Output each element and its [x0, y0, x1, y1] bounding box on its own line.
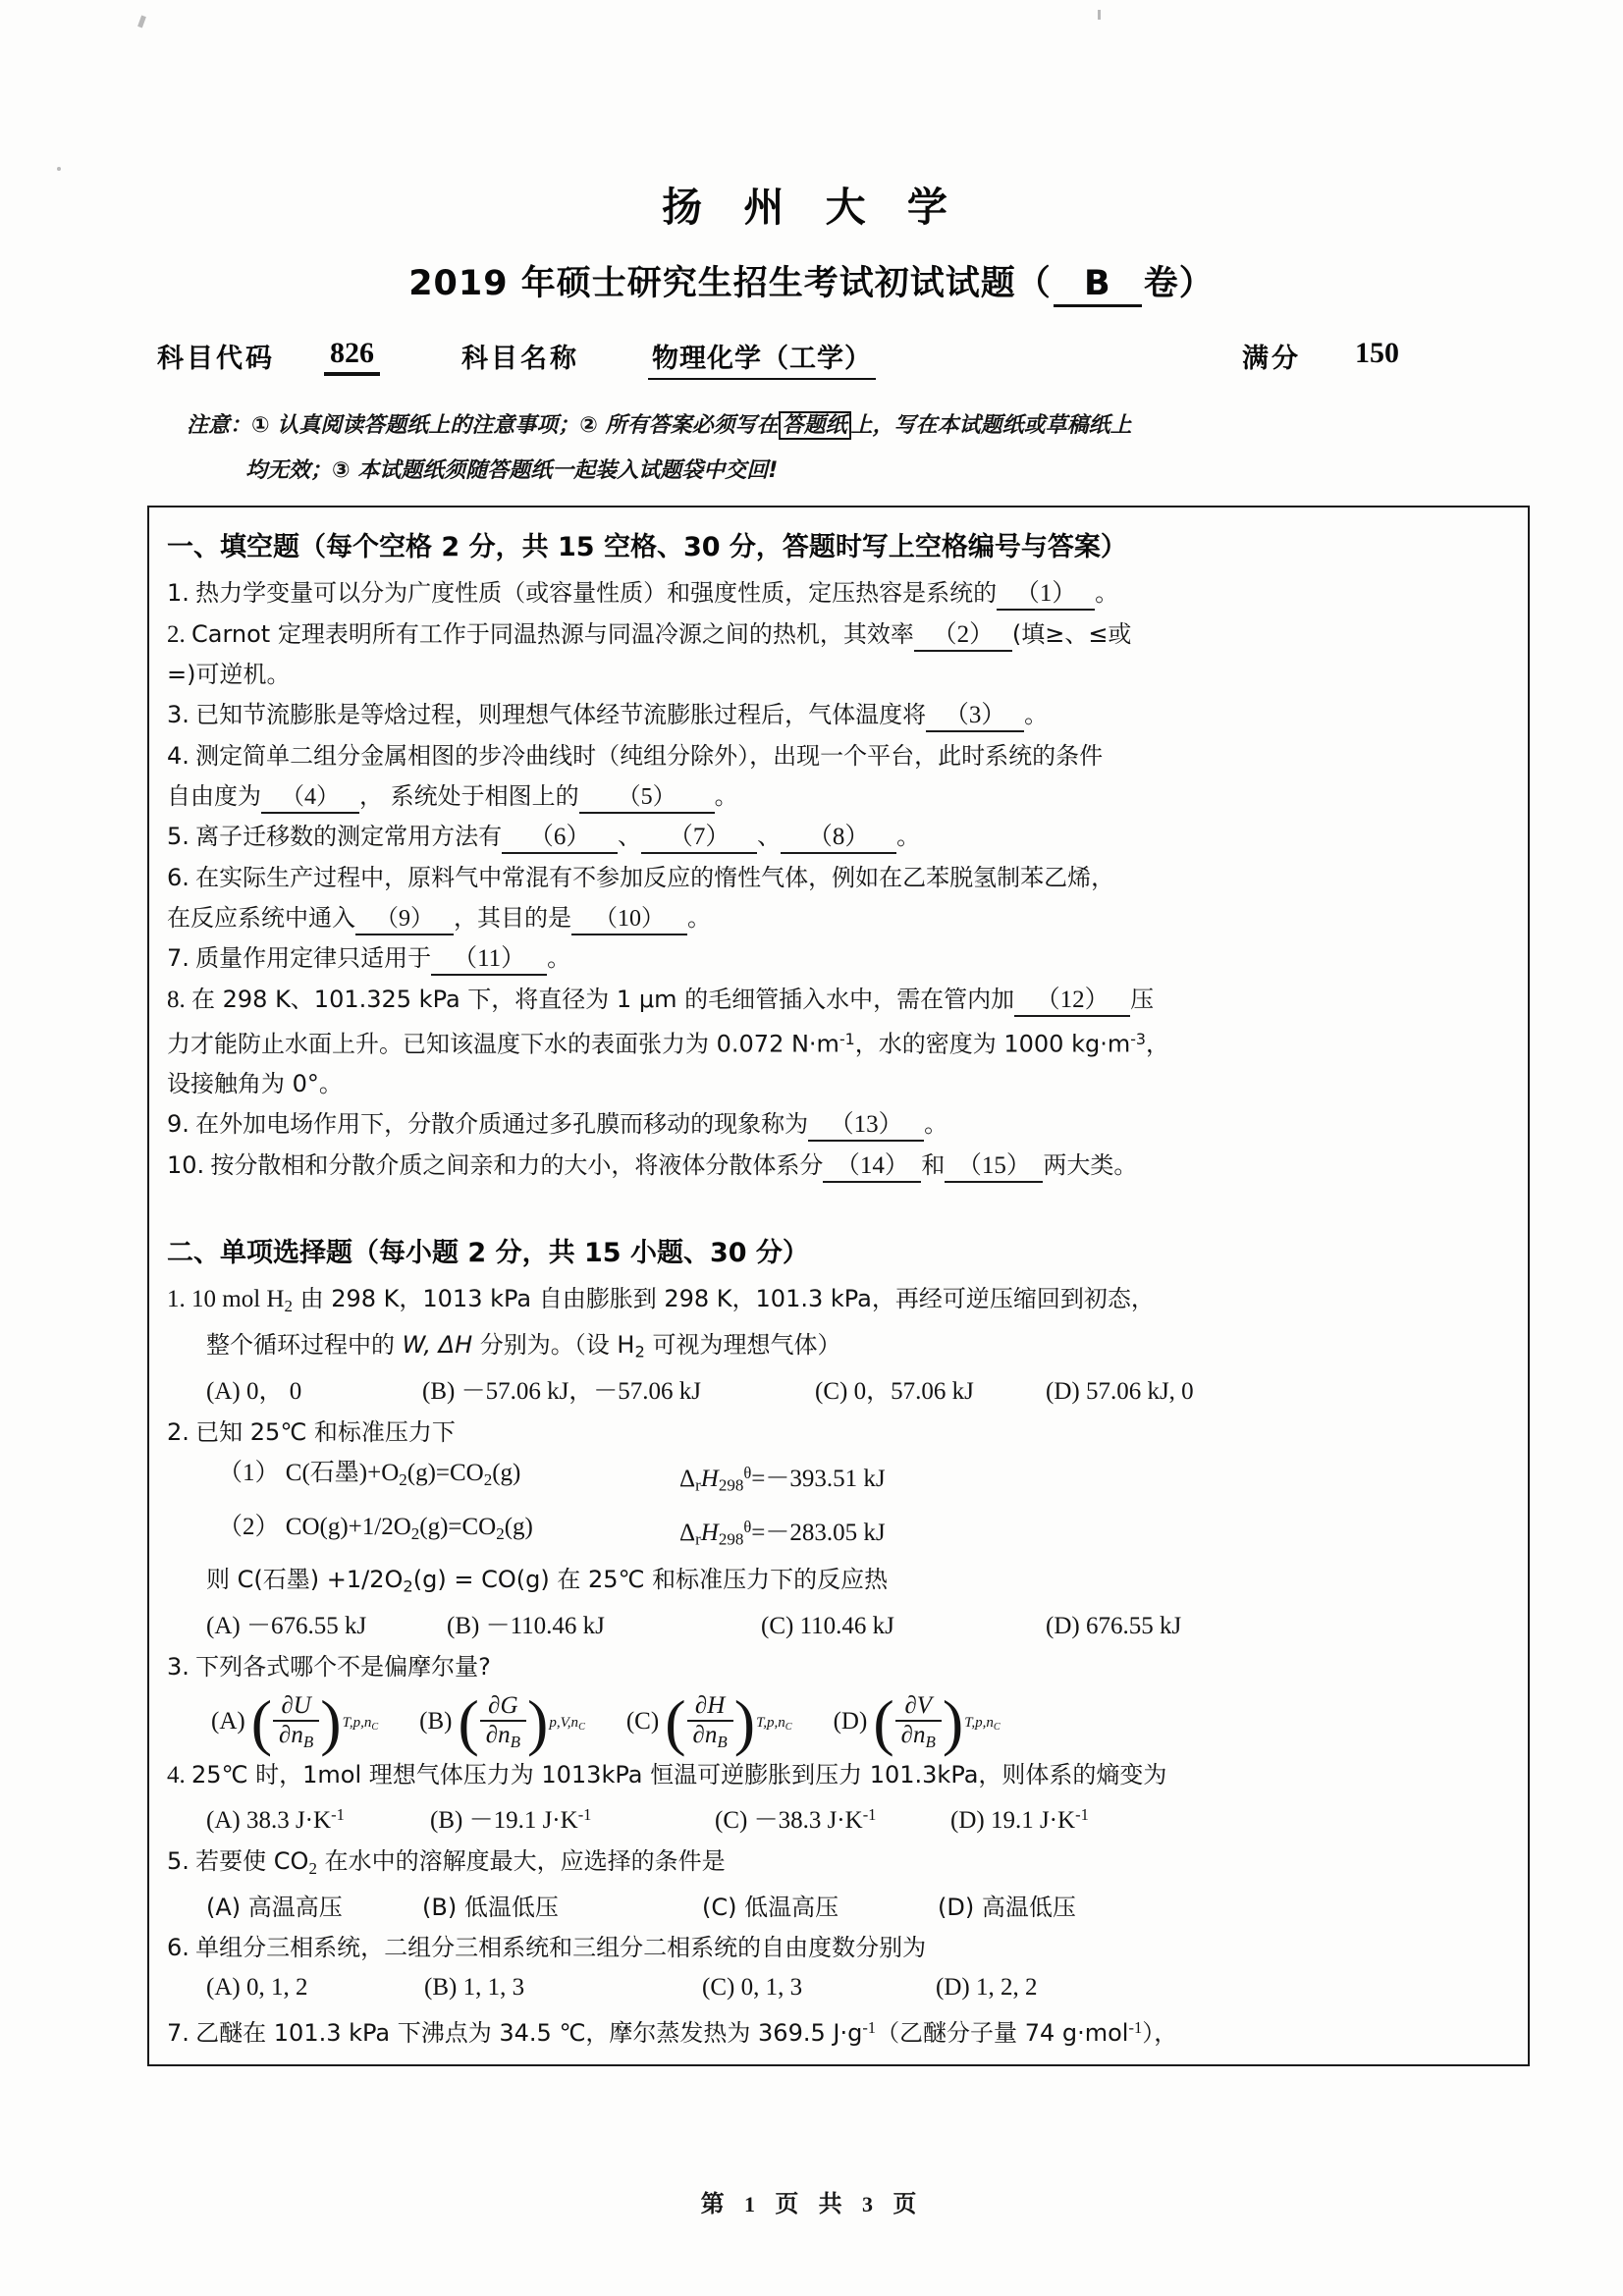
notice-item-2: 均无效；③ 本试题纸须随答题纸一起装入试题袋中交回! — [245, 458, 779, 483]
left-paren-icon: ( — [458, 1686, 479, 1757]
mcq2-conclusion-a: 则 C(石墨) +1/2O — [206, 1566, 404, 1594]
q9-number: 9. — [167, 1109, 189, 1138]
mcq6-option-b[interactable]: (B) 1, 1, 3 — [424, 1974, 525, 2002]
q9-text: 在外加电场作用下，分散介质通过多孔膜而移动的现象称为 — [195, 1109, 809, 1138]
q1-blank-1: （1） — [997, 579, 1095, 611]
mcq3-option-a[interactable] — [211, 1686, 379, 1757]
fill-question-9 — [167, 1104, 1510, 1145]
mcq3-d-subscripts — [964, 1703, 1001, 1751]
mcq3-number: 3. — [167, 1652, 189, 1681]
mcq1-option-b[interactable]: (B) －57.06 kJ，－57.06 kJ — [422, 1377, 702, 1405]
q1-text-end: 。 — [1095, 579, 1119, 607]
q8-line2-c: ， — [1146, 1030, 1170, 1058]
mcq2-enthalpy-symbol: H — [700, 1465, 719, 1492]
mcq4-option-b-text: (B) －19.1 J·K — [430, 1806, 578, 1834]
full-marks-label: 满分 — [1242, 344, 1301, 374]
mcq3-option-d[interactable] — [833, 1686, 1001, 1757]
q6-line2-pre: 在反应系统中通入 — [167, 904, 355, 932]
mcq2-eq2-lhs-c: (g) — [504, 1513, 533, 1540]
mcq2-eq2-label: （2） — [218, 1513, 280, 1540]
mcq5-option-d[interactable]: (D) 高温低压 — [938, 1894, 1076, 1922]
choice-question-1 — [167, 1279, 1510, 1412]
mcq1-option-d[interactable]: (D) 57.06 kJ, 0 — [1046, 1377, 1194, 1405]
mcq3-b-denominator — [480, 1720, 526, 1751]
q6-number: 6. — [167, 864, 189, 891]
subject-code-value: 826 — [324, 337, 380, 376]
q1-text: 热力学变量可以分为广度性质（或容量性质）和强度性质，定压热容是系统的 — [195, 579, 998, 607]
choice-question-5 — [167, 1842, 1510, 1928]
mcq3-stem: 下列各式哪个不是偏摩尔量? — [195, 1652, 491, 1681]
mcq5-option-a[interactable]: (A) 高温高压 — [206, 1894, 343, 1922]
university-title: 扬 州 大 学 — [662, 184, 961, 231]
mcq3-b-den-sub: B — [510, 1732, 521, 1751]
mcq3-option-b-label: (B) — [419, 1708, 453, 1735]
mcq3-option-a-label: (A) — [211, 1708, 245, 1735]
mcq3-a-subs-main: T,p,n — [342, 1714, 372, 1731]
notice-item-1-cont: 上，写在本试题纸或草稿纸上 — [850, 413, 1132, 438]
exam-content-box — [147, 506, 1530, 2066]
mcq3-d-numerator: ∂V — [904, 1691, 933, 1719]
left-paren-icon: ( — [873, 1686, 894, 1757]
mcq4-option-a-sup: -1 — [331, 1804, 345, 1824]
footer-page-number: 1 — [743, 2192, 761, 2216]
mcq2-eq2-lhs-a: CO(g)+1/2O — [285, 1513, 411, 1540]
section-2-heading: 二、单项选择题（每小题 2 分，共 15 小题、30 分） — [167, 1237, 809, 1268]
q5-text: 离子迁移数的测定常用方法有 — [195, 823, 503, 850]
fill-question-1 — [167, 573, 1510, 614]
mcq2-stem: 已知 25℃ 和标准压力下 — [195, 1417, 456, 1446]
q6-line2 — [167, 898, 1510, 937]
mcq3-d-denominator — [895, 1720, 942, 1751]
q6-line2-mid: ，其目的是 — [454, 904, 571, 932]
mcq1-options — [167, 1372, 1510, 1412]
mcq2-eq1-lhs — [218, 1453, 679, 1507]
mcq5-option-b[interactable]: (B) 低温低压 — [422, 1894, 559, 1922]
subject-line — [0, 337, 1623, 380]
mcq1-number: 1. — [167, 1285, 186, 1312]
mcq2-h-sup: θ — [743, 1463, 752, 1482]
q10-text: 按分散相和分散介质之间亲和力的大小，将液体分散体系分 — [210, 1150, 824, 1179]
mcq1-sub-2: 2 — [634, 1342, 645, 1362]
fill-question-5 — [167, 817, 1510, 857]
mcq3-b-subs-sub: C — [578, 1721, 585, 1733]
q8-line2-a: 力才能防止水面上升。已知该温度下水的表面张力为 0.072 N·m — [167, 1030, 839, 1058]
mcq7-sup-1: -1 — [862, 2018, 877, 2038]
q10-blank-14: （14） — [823, 1151, 921, 1183]
mcq3-options — [167, 1686, 1510, 1757]
mcq3-a-subs-sub: C — [371, 1721, 379, 1733]
mcq3-b-fraction — [480, 1693, 526, 1751]
fill-question-4 — [167, 736, 1510, 816]
scan-artifact — [1098, 10, 1101, 20]
subject-name-value: 物理化学（工学） — [648, 337, 876, 380]
q9-text-end: 。 — [924, 1109, 948, 1138]
mcq3-b-numerator: ∂G — [488, 1691, 518, 1719]
subject-name-label: 科目名称 — [461, 344, 579, 374]
mcq1-symbols: W, ΔH — [402, 1331, 473, 1360]
mcq5-option-c[interactable]: (C) 低温高压 — [702, 1894, 839, 1922]
mcq2-h-sub: 298 — [718, 1475, 744, 1495]
mcq4-option-d-sup: -1 — [1075, 1804, 1089, 1824]
mcq4-option-d[interactable] — [950, 1795, 1089, 1841]
mcq7-text-c: ）， — [1142, 2019, 1178, 2048]
mcq1-line2-c: 可视为理想气体） — [644, 1331, 841, 1360]
q6-blank-9: （9） — [355, 904, 454, 935]
q6-text: 在实际生产过程中，原料气中常混有不参加反应的惰性气体，例如在乙苯脱氢制苯乙烯， — [195, 864, 1115, 891]
mcq2-eq1-label: （1） — [218, 1459, 280, 1486]
q2-blank-2: （2） — [914, 620, 1012, 652]
mcq2-eq1-sub-2: 2 — [483, 1469, 493, 1489]
q8-sup-1: -1 — [839, 1030, 855, 1048]
left-paren-icon: ( — [665, 1686, 686, 1757]
q4-blank-4: （4） — [261, 782, 359, 814]
right-paren-icon: ) — [527, 1686, 549, 1757]
mcq2-number: 2. — [167, 1417, 189, 1446]
q8-blank-12: （12） — [1014, 986, 1130, 1017]
mcq2-enthalpy-symbol-2: H — [700, 1519, 719, 1546]
mcq3-c-fraction — [687, 1693, 733, 1751]
mcq3-b-subscripts — [549, 1703, 585, 1751]
mcq3-b-den-main: ∂n — [485, 1722, 511, 1749]
q8-line2 — [167, 1020, 1510, 1064]
q5-blank-6: （6） — [502, 823, 618, 854]
mcq2-eq1-lhs-c: (g) — [492, 1459, 521, 1486]
mcq1-line1-b: 由 298 K，1013 kPa 自由膨胀到 298 K，101.3 kPa，再经可逆压缩回到初态， — [292, 1284, 1155, 1312]
paper-code: B — [1054, 264, 1142, 307]
mcq1-line1-a: 10 mol H — [191, 1285, 285, 1312]
left-paren-icon: ( — [250, 1686, 273, 1757]
mcq6-options — [167, 1968, 1510, 2007]
mcq2-eq2-sub-1: 2 — [410, 1523, 420, 1543]
mcq2-h-sup-2: θ — [743, 1517, 752, 1536]
mcq2-options — [167, 1607, 1510, 1646]
mcq3-a-den-sub: B — [302, 1732, 314, 1751]
q4-number: 4. — [167, 742, 189, 770]
fill-question-6 — [167, 858, 1510, 937]
q7-blank-11: （11） — [431, 944, 547, 976]
q6-line2-post: 。 — [687, 904, 711, 932]
mcq2-eq2-rhs — [679, 1507, 886, 1561]
q5-blank-7: （7） — [641, 823, 757, 854]
mcq4-option-b[interactable] — [430, 1795, 715, 1841]
mcq2-eq1-value: =－393.51 kJ — [751, 1465, 886, 1492]
mcq1-option-c[interactable]: (C) 0，57.06 kJ — [815, 1377, 974, 1405]
mcq3-option-c[interactable] — [625, 1686, 792, 1757]
notice-label: 注意： — [187, 413, 252, 438]
mcq2-option-d[interactable]: (D) 676.55 kJ — [1046, 1612, 1182, 1639]
q4-line2 — [167, 776, 1510, 816]
mcq3-a-numerator: ∂U — [281, 1691, 311, 1719]
q3-blank-3: （3） — [926, 701, 1024, 732]
q9-blank-13: （13） — [808, 1110, 924, 1142]
q8-text: 在 298 K、101.325 kPa 下，将直径为 1 μm 的毛细管插入水中，需在管内加 — [191, 986, 1015, 1013]
fill-question-8 — [167, 980, 1510, 1103]
footer-mid: 页 共 — [775, 2190, 848, 2217]
exam-title-suffix: 卷） — [1143, 264, 1215, 303]
q8-number: 8. — [167, 987, 186, 1013]
q5-blank-8: （8） — [781, 823, 896, 854]
mcq6-option-a[interactable]: (A) 0, 1, 2 — [206, 1974, 308, 2002]
scan-artifact — [137, 16, 146, 28]
mcq1-sub-1: 2 — [284, 1296, 293, 1315]
exam-title-prefix: 2019 年硕士研究生招生考试初试试题（ — [408, 264, 1052, 303]
fill-question-10 — [167, 1146, 1510, 1186]
mcq4-option-a-text: (A) 38.3 J·K — [206, 1806, 332, 1834]
mcq1-line2-a: 整个循环过程中的 — [206, 1331, 403, 1360]
choice-question-3 — [167, 1647, 1510, 1757]
page-footer — [0, 2184, 1623, 2218]
mcq4-option-c[interactable] — [715, 1795, 950, 1841]
choice-question-4 — [167, 1755, 1510, 1841]
mcq2-equation-1 — [167, 1453, 1510, 1507]
mcq5-stem-a: 若要使 CO — [195, 1846, 309, 1875]
mcq3-d-fraction — [895, 1693, 942, 1751]
q4-blank-5: （5） — [579, 782, 715, 814]
notice-boxed-term: 答题纸 — [779, 411, 851, 440]
mcq3-option-b[interactable] — [419, 1686, 585, 1757]
q2-line2: =)可逆机。 — [167, 661, 291, 688]
mcq1-line2 — [167, 1325, 1510, 1372]
q7-text: 质量作用定律只适用于 — [195, 944, 432, 972]
q2-text-mid: (填≥、≤或 — [1011, 620, 1132, 648]
mcq3-c-numerator: ∂H — [694, 1691, 726, 1719]
mcq5-number: 5. — [167, 1846, 189, 1875]
q8-sup-2: -3 — [1130, 1030, 1147, 1048]
mcq2-conclusion — [167, 1560, 1510, 1607]
mcq3-d-subs-main: T,p,n — [964, 1714, 994, 1731]
mcq7-number: 7. — [167, 2019, 189, 2048]
mcq3-a-den-main: ∂n — [279, 1722, 303, 1749]
mcq4-option-c-text: (C) －38.3 J·K — [715, 1806, 863, 1834]
mcq2-option-c[interactable]: (C) 110.46 kJ — [761, 1612, 894, 1639]
mcq3-d-den-main: ∂n — [900, 1722, 926, 1749]
mcq3-d-den-sub: B — [925, 1732, 936, 1751]
full-marks-value: 150 — [1355, 337, 1399, 369]
mcq2-option-a[interactable]: (A) －676.55 kJ — [206, 1612, 367, 1639]
mcq2-delta-sub-r: r — [695, 1475, 701, 1495]
q4-text: 测定简单二组分金属相图的步冷曲线时（纯组分除外），出现一个平台，此时系统的条件 — [195, 742, 1104, 770]
right-paren-icon: ) — [942, 1686, 964, 1757]
mcq2-option-b[interactable]: (B) －110.46 kJ — [447, 1612, 605, 1639]
choice-question-7 — [167, 2008, 1510, 2054]
q8-line2-b: ，水的密度为 1000 kg·m — [854, 1030, 1131, 1058]
mcq4-option-a[interactable] — [206, 1795, 430, 1841]
mcq2-delta-sub-r-2: r — [695, 1529, 701, 1549]
q10-number: 10. — [167, 1150, 205, 1179]
mcq2-delta-symbol: Δ — [679, 1465, 696, 1492]
mcq5-stem-b: 在水中的溶解度最大，应选择的条件是 — [316, 1846, 726, 1875]
mcq2-conclusion-b: (g) = CO(g) 在 25℃ 和标准压力下的反应热 — [412, 1566, 889, 1594]
mcq1-option-a[interactable]: (A) 0， 0 — [206, 1377, 302, 1405]
mcq7-text-b: （乙醚分子量 74 g·mol — [876, 2019, 1129, 2048]
mcq4-number: 4. — [167, 1761, 186, 1789]
mcq3-b-subs-main: p,V,n — [549, 1714, 579, 1731]
mcq3-a-fraction — [273, 1693, 319, 1751]
mcq2-eq2-lhs-b: (g)=CO — [419, 1513, 497, 1540]
fill-question-7 — [167, 938, 1510, 979]
scan-artifact — [57, 167, 61, 171]
q8-line3: 设接触角为 0°。 — [167, 1069, 343, 1097]
mcq2-eq2-lhs — [218, 1507, 679, 1561]
q5-text-end: 。 — [896, 823, 921, 850]
q10-mid: 和 — [921, 1150, 946, 1179]
mcq4-option-b-sup: -1 — [577, 1804, 592, 1824]
mcq5-stem-sub: 2 — [308, 1858, 317, 1878]
mcq2-eq2-value: =－283.05 kJ — [751, 1519, 886, 1546]
footer-total-pages: 3 — [862, 2192, 880, 2216]
mcq7-text-a: 乙醚在 101.3 kPa 下沸点为 34.5 ℃，摩尔蒸发热为 369.5 J·g — [195, 2019, 863, 2048]
mcq6-option-c[interactable]: (C) 0, 1, 3 — [702, 1974, 803, 2002]
q10-blank-15: （15） — [945, 1151, 1043, 1183]
footer-suffix: 页 — [893, 2190, 923, 2217]
q6-blank-10: （10） — [571, 904, 687, 935]
mcq3-c-subscripts — [756, 1703, 792, 1751]
right-paren-icon: ) — [733, 1686, 756, 1757]
mcq3-d-subs-sub: C — [993, 1721, 1001, 1733]
mcq2-h-sub-2: 298 — [718, 1529, 744, 1549]
mcq5-options — [167, 1888, 1510, 1927]
q3-number: 3. — [167, 701, 189, 728]
q7-number: 7. — [167, 944, 189, 972]
mcq7-sup-2: -1 — [1128, 2018, 1143, 2038]
notice-block — [0, 403, 1623, 494]
q5-number: 5. — [167, 823, 189, 850]
subject-code-label: 科目代码 — [157, 344, 275, 374]
q1-number: 1. — [167, 579, 189, 607]
q5-sep-1: 、 — [618, 823, 642, 850]
fill-question-3 — [167, 695, 1510, 735]
mcq3-option-d-label: (D) — [833, 1708, 868, 1735]
q3-text: 已知节流膨胀是等焓过程，则理想气体经节流膨胀过程后，气体温度将 — [195, 701, 927, 728]
mcq3-option-c-label: (C) — [625, 1708, 660, 1735]
mcq2-eq1-rhs — [679, 1453, 886, 1507]
fill-question-2 — [167, 614, 1510, 694]
mcq2-eq2-sub-2: 2 — [496, 1523, 505, 1543]
q10-text-end: 两大类。 — [1043, 1150, 1138, 1179]
mcq2-eq1-sub-1: 2 — [399, 1469, 407, 1489]
mcq3-c-denominator — [687, 1720, 733, 1751]
page-header — [0, 175, 1623, 307]
mcq4-option-c-sup: -1 — [862, 1804, 877, 1824]
footer-prefix: 第 — [700, 2190, 730, 2217]
mcq2-eq1-lhs-b: (g)=CO — [406, 1459, 484, 1486]
q2-number: 2. — [167, 621, 186, 648]
exam-title — [0, 256, 1623, 307]
mcq6-option-d[interactable]: (D) 1, 2, 2 — [936, 1974, 1038, 2002]
mcq3-c-den-main: ∂n — [692, 1722, 718, 1749]
mcq3-c-subs-sub: C — [784, 1721, 792, 1733]
q7-text-end: 。 — [547, 944, 571, 972]
mcq2-eq1-lhs-a: C(石墨)+O — [285, 1459, 400, 1486]
q2-text: Carnot 定理表明所有工作于同温热源与同温冷源之间的热机，其效率 — [191, 620, 914, 648]
mcq3-c-den-sub: B — [717, 1732, 728, 1751]
mcq3-a-denominator — [273, 1720, 319, 1751]
mcq1-line2-b: 分别为。（设 H — [472, 1331, 635, 1360]
q4-line2-post: 。 — [714, 782, 738, 810]
choice-question-6 — [167, 1928, 1510, 2007]
mcq4-stem: 25℃ 时，1mol 理想气体压力为 1013kPa 恒温可逆膨胀到压力 101.3kPa，则体系的熵变为 — [191, 1760, 1167, 1789]
q4-line2-mid: ， 系统处于相图上的 — [359, 782, 579, 810]
mcq3-c-subs-main: T,p,n — [756, 1714, 785, 1731]
mcq6-number: 6. — [167, 1934, 189, 1962]
mcq4-option-d-text: (D) 19.1 J·K — [950, 1806, 1076, 1834]
mcq2-equation-2 — [167, 1507, 1510, 1561]
q4-line2-pre: 自由度为 — [167, 782, 261, 810]
q3-text-end: 。 — [1024, 701, 1049, 728]
mcq2-conclusion-sub: 2 — [403, 1576, 413, 1596]
mcq3-a-subscripts — [343, 1703, 379, 1751]
right-paren-icon: ) — [320, 1686, 342, 1757]
mcq4-options — [167, 1795, 1510, 1841]
q8-text-end: 压 — [1130, 986, 1155, 1013]
notice-item-1: ① 认真阅读答题纸上的注意事项；② 所有答案必须写在 — [251, 413, 779, 438]
q5-sep-2: 、 — [757, 823, 782, 850]
mcq6-stem: 单组分三相系统，二组分三相系统和三组分二相系统的自由度数分别为 — [195, 1934, 927, 1962]
mcq2-delta-symbol-2: Δ — [679, 1519, 696, 1546]
section-1-heading: 一、填空题（每个空格 2 分，共 15 空格、30 分，答题时写上空格编号与答案） — [167, 532, 1127, 562]
choice-question-2 — [167, 1413, 1510, 1646]
